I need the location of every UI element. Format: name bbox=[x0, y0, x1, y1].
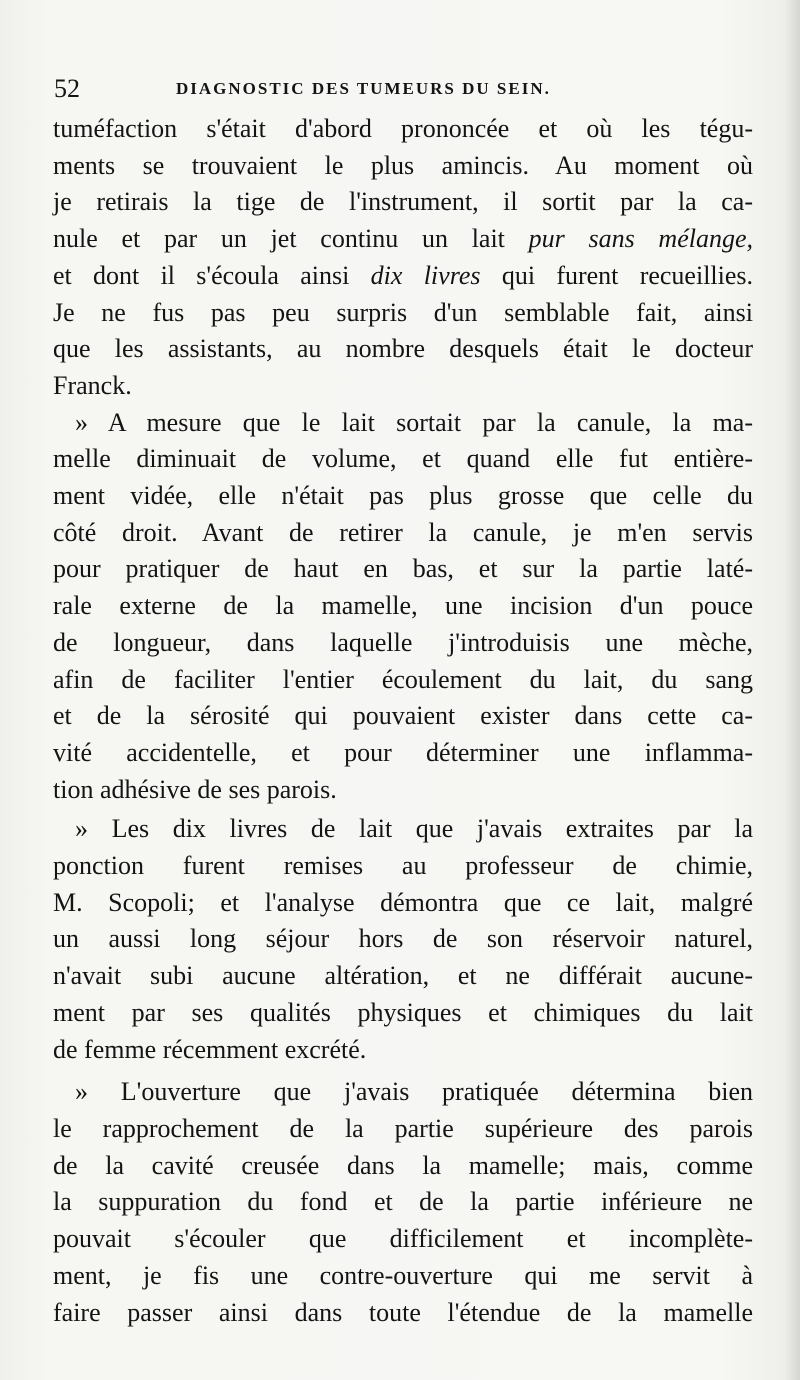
text-line: le rapprochement de la partie supérieure des parois bbox=[53, 1113, 753, 1143]
page-number: 52 bbox=[54, 74, 80, 103]
text-line: je retirais la tige de l'instrument, il sortit par la ca- bbox=[53, 187, 753, 217]
text-line: de la cavité creusée dans la mamelle; mais, comme bbox=[53, 1150, 753, 1180]
text-line: côté droit. Avant de retirer la canule, je m'en servis bbox=[53, 517, 753, 547]
text-line: ment par ses qualités physiques et chimiques du lait bbox=[53, 997, 753, 1027]
text-line: ment, je fis une contre-ouverture qui me servit à bbox=[53, 1260, 753, 1290]
text-line: faire passer ainsi dans toute l'étendue de la mamelle bbox=[53, 1297, 753, 1327]
text-line: vité accidentelle, et pour déterminer une inflamma- bbox=[53, 737, 753, 767]
text-run: qui furent recueillies. bbox=[501, 260, 754, 290]
text-line: afin de faciliter l'entier écoulement du lait, du sang bbox=[53, 664, 753, 694]
text-line: Franck. bbox=[53, 370, 132, 400]
page-edge-shadow bbox=[784, 0, 800, 1380]
paragraph-start-line: » L'ouverture que j'avais pratiquée détermina bien bbox=[75, 1077, 753, 1107]
text-line: ponction furent remises au professeur de chimie, bbox=[53, 851, 753, 881]
text-line: n'avait subi aucune altération, et ne différait aucune- bbox=[53, 961, 753, 991]
paragraph-start-line: » Les dix livres de lait que j'avais extraites par la bbox=[75, 814, 753, 844]
text-run: et dont il s'écoula ainsi bbox=[53, 260, 350, 290]
text-line: un aussi long séjour hors de son réservoir naturel, bbox=[53, 924, 753, 954]
italic-run: pur sans mélange, bbox=[528, 224, 754, 254]
text-line: que les assistants, au nombre desquels était le docteur bbox=[53, 334, 753, 364]
page-header bbox=[54, 72, 754, 106]
text-line: Je ne fus pas peu surpris d'un semblable fait, ainsi bbox=[53, 297, 753, 327]
text-line bbox=[53, 221, 753, 258]
text-line: la suppuration du fond et de la partie inférieure ne bbox=[53, 1187, 753, 1217]
body-text bbox=[53, 111, 753, 1331]
text-line bbox=[53, 258, 753, 295]
text-line: melle diminuait de volume, et quand elle fut entière- bbox=[53, 444, 753, 474]
text-line: M. Scopoli; et l'analyse démontra que ce lait, malgré bbox=[53, 887, 753, 917]
text-line: pouvait s'écouler que difficilement et incomplète- bbox=[53, 1224, 753, 1254]
text-line: ment vidée, elle n'était pas plus grosse que celle du bbox=[53, 481, 753, 511]
text-line: pour pratiquer de haut en bas, et sur la partie laté- bbox=[53, 554, 753, 584]
text-line: et de la sérosité qui pouvaient exister dans cette ca- bbox=[53, 701, 753, 731]
text-line: de femme récemment excrété. bbox=[53, 1034, 367, 1064]
paragraph-start-line: » A mesure que le lait sortait par la canule, la ma- bbox=[75, 407, 753, 437]
running-head: DIAGNOSTIC DES TUMEURS DU SEIN. bbox=[176, 79, 551, 98]
text-line: de longueur, dans laquelle j'introduisis une mèche, bbox=[53, 627, 753, 657]
text-line: tion adhésive de ses parois. bbox=[53, 774, 337, 804]
text-line: rale externe de la mamelle, une incision d'un pouce bbox=[53, 591, 753, 621]
italic-run: dix livres bbox=[370, 260, 481, 290]
text-line: ments se trouvaient le plus amincis. Au moment où bbox=[53, 150, 753, 180]
text-run: nule et par un jet continu un lait bbox=[53, 224, 505, 254]
text-line: tuméfaction s'était d'abord prononcée et où les tégu- bbox=[53, 114, 753, 143]
